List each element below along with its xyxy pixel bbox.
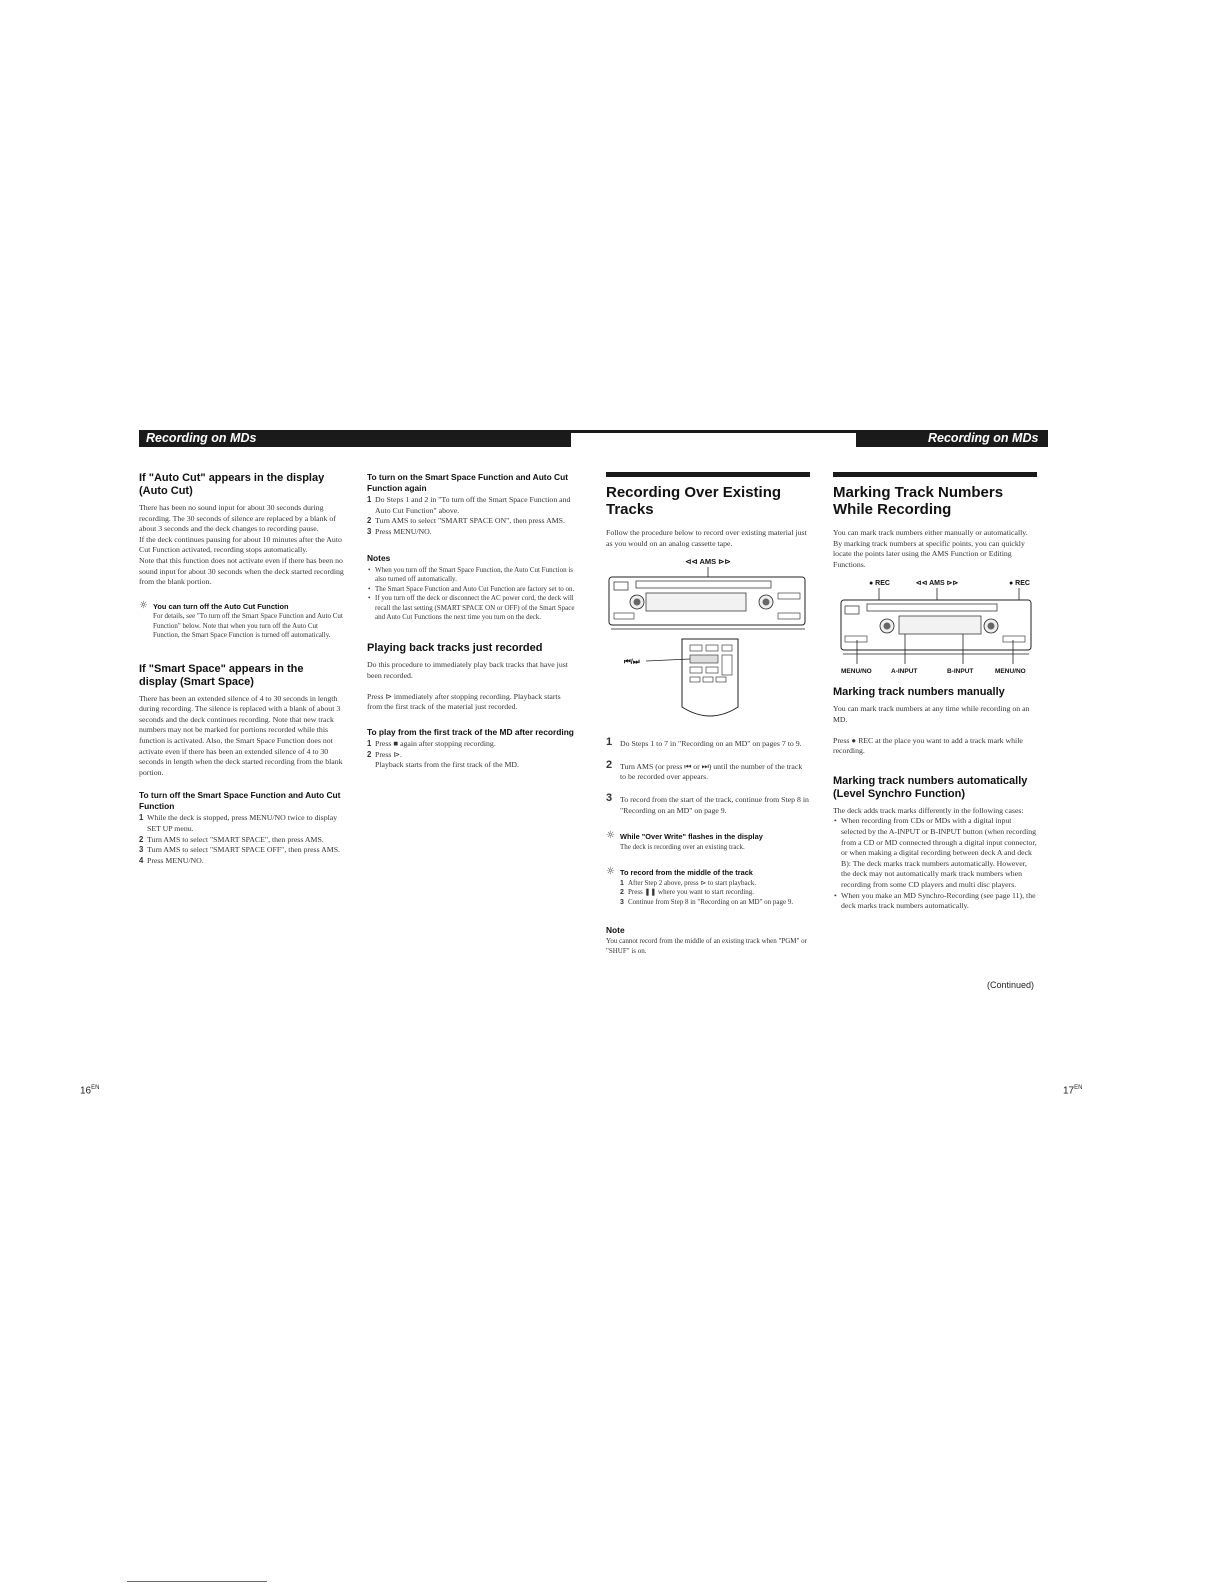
section-label-right: Recording on MDs bbox=[928, 431, 1039, 445]
continued-label: (Continued) bbox=[987, 980, 1035, 990]
note-heading: Note bbox=[606, 924, 625, 935]
playing-paragraph-2: Press ⊳ immediately after stopping recording. Playback starts from the first track of the material just recorded. bbox=[367, 691, 561, 712]
smart-space-paragraph: There has been an extended silence of 4 to 30 seconds in length during recording. The silence is replaced with a blank of about 3 seconds and the deck continues recording. Note that new track numbers may not be marked for portions recorded while this function is activated. Also, the Smart Space Function does not activate even if there has been an extended silence of 4 to 30 seconds in length when the deck started recording from the blank portion. bbox=[139, 693, 343, 777]
list-item: • When you turn off the Smart Space Function, the Auto Cut Function is also turned off automatically. bbox=[367, 566, 575, 585]
playing-paragraph-1: Do this procedure to immediately play back tracks that have just been recorded. bbox=[367, 660, 568, 680]
list-item: 3 Continue from Step 8 in "Recording on an MD" on page 9. bbox=[620, 897, 794, 906]
tip-steps bbox=[620, 879, 810, 907]
tip-record-middle bbox=[606, 868, 810, 907]
column-4 bbox=[833, 472, 1037, 920]
page-title-marking: Marking Track Numbers While Recording bbox=[833, 484, 1004, 518]
section-label-left: Recording on MDs bbox=[146, 431, 257, 445]
list-item: 2 Press ❚❚ where you want to start recording. bbox=[620, 888, 755, 897]
notes-heading: Notes bbox=[367, 553, 391, 564]
remote-illustration bbox=[606, 637, 810, 727]
list-item: • When you make an MD Synchro-Recording (see page 11), the deck marks track numbers automatically. bbox=[833, 891, 1037, 912]
tip-body: The deck is recording over an existing track. bbox=[620, 842, 745, 851]
tip-body: For details, see "To turn off the Smart Space Function and Auto Cut Function" below. Note that when you turn off the Auto Cut Function, the Smart Space Function is turned off automatically. bbox=[153, 612, 343, 640]
list-item: 3 Turn AMS to select "SMART SPACE OFF", then press AMS. bbox=[139, 845, 340, 855]
tip-auto-cut bbox=[139, 599, 344, 641]
tip-bulb-icon: ☼ bbox=[139, 599, 148, 611]
list-item: 2 Turn AMS to select "SMART SPACE ON", then press AMS. bbox=[367, 516, 565, 526]
menu-left-label: MENU/NO bbox=[841, 668, 872, 676]
note-body: You cannot record from the middle of an existing track when "PGM" or "SHUF" is on. bbox=[606, 937, 807, 955]
marking-intro: You can mark track numbers either manually or automatically. By marking track numbers at specific points, you can quickly locate the points later using the AMS Function or Editing Functions. bbox=[833, 528, 1028, 569]
tip-over-write bbox=[606, 832, 810, 852]
manual-heading: Marking track numbers manually bbox=[833, 686, 1005, 699]
list-item: 1 After Step 2 above, press ⊳ to start playback. bbox=[620, 878, 756, 887]
rec-right-label: ● REC bbox=[1009, 580, 1030, 588]
auto-cut-paragraph-1: There has been no sound input for about 30 seconds during recording. The 30 seconds of silence are replaced by a blank of about 3 seconds and the deck changes to recording pause. bbox=[139, 503, 336, 534]
auto-heading: Marking track numbers automatically (Level Synchro Function) bbox=[833, 774, 1028, 800]
deck-illustration-marking bbox=[833, 576, 1037, 676]
list-item: 1 While the deck is stopped, press MENU/NO twice to display SET UP menu. bbox=[139, 813, 338, 833]
title-rule bbox=[606, 472, 810, 477]
header-rule bbox=[571, 430, 856, 433]
remote-skip-label: ⏮/⏭ bbox=[624, 657, 640, 667]
smart-space-heading: If "Smart Space" appears in the display (Smart Space) bbox=[139, 662, 304, 688]
column-3 bbox=[606, 472, 810, 964]
auto-bullets bbox=[833, 816, 1037, 911]
manual-paragraph-1: You can mark track numbers at any time while recording on an MD. bbox=[833, 704, 1030, 724]
list-item: 2 Turn AMS to select "SMART SPACE", then press AMS. bbox=[139, 834, 324, 844]
ams-label: ⊲⊲ AMS ⊳⊳ bbox=[685, 557, 731, 567]
column-2 bbox=[367, 472, 575, 779]
turn-on-steps bbox=[367, 495, 575, 537]
turn-off-steps bbox=[139, 813, 344, 866]
page-number-left: $16^{EN}$ bbox=[80, 1085, 100, 1097]
list-item: • If you turn off the deck or disconnect the AC power cord, the deck will recall the last setting (SMART SPACE ON or OFF) of the Smart Space and Auto Cut Functions the next time you turn on the deck. bbox=[367, 594, 575, 622]
list-item: 1 Do Steps 1 to 7 in "Recording on an MD" on pages 7 to 9. bbox=[606, 736, 802, 749]
auto-cut-paragraph-2: If the deck continues pausing for about 10 minutes after the Auto Cut Function activated, recording stops automatically. bbox=[139, 534, 342, 555]
list-item: • The Smart Space Function and Auto Cut Function are factory set to on. bbox=[367, 585, 575, 594]
rec-left-label: ● REC bbox=[869, 580, 890, 588]
title-rule bbox=[833, 472, 1037, 477]
list-item: 1 Do Steps 1 and 2 in "To turn off the Smart Space Function and Auto Cut Function" above. bbox=[367, 495, 571, 515]
b-input-label: B-INPUT bbox=[947, 668, 974, 676]
auto-intro: The deck adds track marks differently in the following cases: bbox=[833, 805, 1024, 815]
play-first-steps bbox=[367, 739, 575, 760]
bottom-link-line bbox=[127, 1581, 267, 1582]
turn-off-heading: To turn off the Smart Space Function and Auto Cut Function bbox=[139, 790, 341, 811]
list-item: 2 Turn AMS (or press ⏮ or ⏭) until the number of the track to be recorded over appears. bbox=[606, 758, 803, 782]
notes-list bbox=[367, 566, 575, 622]
list-item: 4 Press MENU/NO. bbox=[139, 855, 204, 865]
list-item: • When recording from CDs or MDs with a digital input selected by the A-INPUT or B-INPUT button (when recording from a CD or MD connected through a digital input connector, or when making a digital recording between deck A and deck B): The deck marks track numbers automatically. However, the deck may not automatically mark track numbers when recording from some CD players and multi disc players. bbox=[833, 816, 1037, 890]
tip-title: To record from the middle of the track bbox=[620, 868, 753, 878]
list-item: 1 Press ■ again after stopping recording. bbox=[367, 739, 496, 749]
deck-illustration bbox=[606, 555, 810, 635]
a-input-label: A-INPUT bbox=[891, 668, 918, 676]
list-item: 3 To record from the start of the track, continue from Step 8 in "Recording on an MD" on page 9. bbox=[606, 791, 809, 815]
list-item: 2 Press ⊳. bbox=[367, 749, 402, 759]
tip-title: You can turn off the Auto Cut Function bbox=[153, 601, 289, 611]
play-first-heading: To play from the first track of the MD after recording bbox=[367, 726, 574, 737]
tip-bulb-icon: ☼ bbox=[606, 866, 615, 878]
overwrite-intro: Follow the procedure below to record over existing material just as you would on an analog cassette tape. bbox=[606, 528, 807, 548]
auto-cut-heading: If "Auto Cut" appears in the display (Auto Cut) bbox=[139, 472, 325, 497]
menu-right-label: MENU/NO bbox=[995, 668, 1026, 676]
column-1 bbox=[139, 472, 344, 874]
playing-heading: Playing back tracks just recorded bbox=[367, 642, 543, 655]
page-number-right: $17^{EN}$ bbox=[1063, 1085, 1083, 1097]
turn-on-heading: To turn on the Smart Space Function and Auto Cut Function again bbox=[367, 472, 568, 493]
auto-cut-paragraph-3: Note that this function does not activate even if there has been no sound input for about 30 seconds when the deck started recording from the blank portion. bbox=[139, 555, 344, 587]
overwrite-steps bbox=[606, 736, 810, 816]
list-item: 3 Press MENU/NO. bbox=[367, 526, 432, 536]
tip-bulb-icon: ☼ bbox=[606, 830, 615, 842]
tip-title: While "Over Write" flashes in the display bbox=[620, 832, 763, 842]
play-first-after: Playback starts from the first track of the MD. bbox=[375, 760, 519, 770]
page-title-overwrite: Recording Over Existing Tracks bbox=[606, 484, 782, 518]
manual-paragraph-2: Press ● REC at the place you want to add a track mark while recording. bbox=[833, 735, 1023, 756]
ams-label: ⊲⊲ AMS ⊳⊳ bbox=[915, 580, 959, 588]
